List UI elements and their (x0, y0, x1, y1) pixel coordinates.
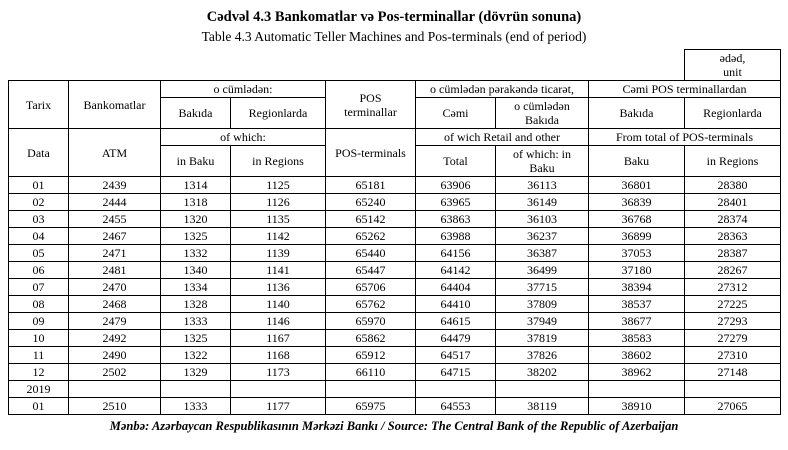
row-label: 05 (9, 245, 69, 262)
atm-regions-value: 1126 (231, 194, 326, 211)
pos-retail-baku-value: 36237 (496, 228, 589, 245)
pos-value: 65862 (326, 330, 416, 347)
pos-value: 65912 (326, 347, 416, 364)
pos-total-value: 64410 (416, 296, 496, 313)
pos-regions-value: 27310 (685, 347, 781, 364)
unit-spacer (416, 50, 496, 81)
atm-regions-value: 1139 (231, 245, 326, 262)
row-label: 07 (9, 279, 69, 296)
header-atm-regions-az: Regionlarda (231, 98, 326, 129)
row-label: 01 (9, 398, 69, 415)
row-label: 11 (9, 347, 69, 364)
row-label: 01 (9, 177, 69, 194)
pos-baku-value: 38537 (589, 296, 685, 313)
pos-retail-baku-value: 37949 (496, 313, 589, 330)
pos-regions-value: 28380 (685, 177, 781, 194)
pos-total-value: 63965 (416, 194, 496, 211)
table-row (9, 330, 781, 347)
pos-retail-baku-value: 37826 (496, 347, 589, 364)
pos-total-value: 64517 (416, 347, 496, 364)
pos-value (326, 381, 416, 398)
table-row (9, 228, 781, 245)
header-pos-regions-en: in Regions (685, 146, 781, 177)
header-retail-baku-en (496, 146, 589, 177)
pos-retail-baku-value: 38119 (496, 398, 589, 415)
row-label: 02 (9, 194, 69, 211)
pos-total-value: 63863 (416, 211, 496, 228)
atm-regions-value: 1168 (231, 347, 326, 364)
pos-retail-baku-value: 36149 (496, 194, 589, 211)
atm-baku-value: 1322 (161, 347, 231, 364)
header-of-which-en: of which: (161, 129, 326, 146)
table-row (9, 296, 781, 313)
unit-spacer (496, 50, 589, 81)
atm-baku-value: 1328 (161, 296, 231, 313)
table-row (9, 313, 781, 330)
pos-retail-baku-value: 36499 (496, 262, 589, 279)
header-retail-baku-en-line2: Baku (529, 161, 555, 175)
pos-regions-value: 28401 (685, 194, 781, 211)
page-subtitle: Table 4.3 Automatic Teller Machines and Pos-terminals (end of period) (201, 29, 587, 44)
table-row (9, 211, 781, 228)
pos-regions-value (685, 381, 781, 398)
pos-retail-baku-value: 36113 (496, 177, 589, 194)
pos-baku-value: 38910 (589, 398, 685, 415)
atm-baku-value: 1318 (161, 194, 231, 211)
atm-value: 2468 (69, 296, 161, 313)
pos-baku-value: 36839 (589, 194, 685, 211)
atm-pos-table (8, 49, 781, 415)
pos-baku-value: 37053 (589, 245, 685, 262)
pos-regions-value: 27065 (685, 398, 781, 415)
header-row-az-1 (9, 81, 781, 98)
atm-value: 2481 (69, 262, 161, 279)
pos-baku-value: 37180 (589, 262, 685, 279)
unit-row (9, 50, 781, 81)
atm-value: 2510 (69, 398, 161, 415)
pos-retail-baku-value: 38202 (496, 364, 589, 381)
atm-baku-value: 1314 (161, 177, 231, 194)
pos-regions-value: 27279 (685, 330, 781, 347)
header-pos-total-az: Cəmi POS terminallardan (589, 81, 781, 98)
atm-regions-value: 1142 (231, 228, 326, 245)
atm-regions-value: 1125 (231, 177, 326, 194)
table-row (9, 177, 781, 194)
header-atm-baku-en: in Baku (161, 146, 231, 177)
pos-baku-value: 38583 (589, 330, 685, 347)
pos-total-value: 63906 (416, 177, 496, 194)
pos-baku-value: 36899 (589, 228, 685, 245)
pos-value: 65975 (326, 398, 416, 415)
pos-value: 65970 (326, 313, 416, 330)
atm-value: 2455 (69, 211, 161, 228)
table-row (9, 398, 781, 415)
atm-regions-value: 1141 (231, 262, 326, 279)
table-row (9, 245, 781, 262)
atm-value: 2502 (69, 364, 161, 381)
unit-spacer (69, 50, 161, 81)
pos-baku-value: 38602 (589, 347, 685, 364)
pos-value: 65181 (326, 177, 416, 194)
pos-total-value: 64404 (416, 279, 496, 296)
header-atm-regions-en: in Regions (231, 146, 326, 177)
table-row (9, 381, 781, 398)
header-total-en: Total (416, 146, 496, 177)
pos-value: 65762 (326, 296, 416, 313)
pos-regions-value: 27148 (685, 364, 781, 381)
unit-spacer (9, 50, 69, 81)
atm-value: 2490 (69, 347, 161, 364)
header-atm-az: Bankomatlar (69, 81, 161, 129)
atm-regions-value: 1136 (231, 279, 326, 296)
pos-regions-value: 28267 (685, 262, 781, 279)
row-label: 03 (9, 211, 69, 228)
header-pos-baku-en: Baku (589, 146, 685, 177)
unit-label-en: unit (723, 65, 742, 79)
atm-regions-value: 1167 (231, 330, 326, 347)
unit-spacer (326, 50, 416, 81)
unit-label-az: ədəd, (719, 51, 746, 65)
pos-regions-value: 27225 (685, 296, 781, 313)
pos-total-value: 64715 (416, 364, 496, 381)
header-pos-total-en: From total of POS-terminals (589, 129, 781, 146)
atm-baku-value: 1333 (161, 398, 231, 415)
unit-spacer (589, 50, 685, 81)
pos-regions-value: 28387 (685, 245, 781, 262)
pos-total-value: 64479 (416, 330, 496, 347)
page-title: Cədvəl 4.3 Bankomatlar və Pos-terminallar (dövrün sonuna) (206, 9, 582, 25)
header-total-az: Cəmi (416, 98, 496, 129)
header-of-which-az: o cümlədən: (161, 81, 326, 98)
pos-regions-value: 28374 (685, 211, 781, 228)
pos-baku-value: 36801 (589, 177, 685, 194)
atm-baku-value: 1329 (161, 364, 231, 381)
row-label: 08 (9, 296, 69, 313)
pos-total-value (416, 381, 496, 398)
atm-regions-value: 1140 (231, 296, 326, 313)
row-label: 09 (9, 313, 69, 330)
header-date-en: Data (9, 129, 69, 177)
pos-baku-value: 38394 (589, 279, 685, 296)
row-label: 04 (9, 228, 69, 245)
header-pos-az-line2: terminallar (344, 104, 397, 119)
unit-spacer (231, 50, 326, 81)
pos-baku-value: 38962 (589, 364, 685, 381)
header-atm-baku-az: Bakıda (161, 98, 231, 129)
pos-baku-value (589, 381, 685, 398)
table-row (9, 347, 781, 364)
row-label: 10 (9, 330, 69, 347)
pos-retail-baku-value (496, 381, 589, 398)
atm-value: 2470 (69, 279, 161, 296)
header-pos-regions-az: Regionlarda (685, 98, 781, 129)
table-row (9, 194, 781, 211)
pos-regions-value: 27312 (685, 279, 781, 296)
atm-regions-value: 1135 (231, 211, 326, 228)
atm-value: 2479 (69, 313, 161, 330)
table-row (9, 262, 781, 279)
atm-value (69, 381, 161, 398)
pos-total-value: 64615 (416, 313, 496, 330)
atm-regions-value: 1173 (231, 364, 326, 381)
atm-value: 2467 (69, 228, 161, 245)
atm-value: 2471 (69, 245, 161, 262)
pos-value: 65447 (326, 262, 416, 279)
atm-baku-value: 1333 (161, 313, 231, 330)
atm-baku-value: 1332 (161, 245, 231, 262)
header-retail-baku-az (496, 98, 589, 129)
header-pos-az-line1: POS (359, 90, 382, 105)
atm-baku-value: 1325 (161, 228, 231, 245)
pos-value: 65142 (326, 211, 416, 228)
header-retail-az: o cümlədən pərakəndə ticarət, (416, 81, 589, 98)
pos-value: 65440 (326, 245, 416, 262)
header-pos-en: POS-terminals (326, 129, 416, 177)
table-body (9, 177, 781, 415)
atm-baku-value (161, 381, 231, 398)
atm-baku-value: 1334 (161, 279, 231, 296)
pos-baku-value: 36768 (589, 211, 685, 228)
pos-regions-value: 28363 (685, 228, 781, 245)
row-label: 06 (9, 262, 69, 279)
pos-value: 65706 (326, 279, 416, 296)
atm-value: 2439 (69, 177, 161, 194)
atm-baku-value: 1320 (161, 211, 231, 228)
pos-baku-value: 38677 (589, 313, 685, 330)
atm-regions-value (231, 381, 326, 398)
header-retail-baku-az-line2: Bakıda (525, 113, 559, 127)
row-label: 12 (9, 364, 69, 381)
unit-label (685, 50, 781, 81)
pos-value: 65262 (326, 228, 416, 245)
header-pos-baku-az: Bakıda (589, 98, 685, 129)
atm-baku-value: 1325 (161, 330, 231, 347)
pos-retail-baku-value: 37819 (496, 330, 589, 347)
atm-regions-value: 1146 (231, 313, 326, 330)
pos-retail-baku-value: 37809 (496, 296, 589, 313)
atm-regions-value: 1177 (231, 398, 326, 415)
header-atm-en: ATM (69, 129, 161, 177)
unit-spacer (161, 50, 231, 81)
pos-value: 65240 (326, 194, 416, 211)
pos-retail-baku-value: 36103 (496, 211, 589, 228)
header-row-en-1 (9, 129, 781, 146)
header-date-az: Tarix (9, 81, 69, 129)
header-retail-baku-az-line1: o cümlədən (514, 99, 570, 113)
pos-retail-baku-value: 37715 (496, 279, 589, 296)
pos-regions-value: 27293 (685, 313, 781, 330)
pos-value: 66110 (326, 364, 416, 381)
atm-value: 2492 (69, 330, 161, 347)
row-label: 2019 (9, 381, 69, 398)
atm-baku-value: 1340 (161, 262, 231, 279)
pos-total-value: 64553 (416, 398, 496, 415)
header-retail-baku-en-line1: of which: in (513, 147, 571, 161)
pos-retail-baku-value: 36387 (496, 245, 589, 262)
table-row (9, 364, 781, 381)
atm-value: 2444 (69, 194, 161, 211)
pos-total-value: 63988 (416, 228, 496, 245)
source-note: Mənbə: Azərbaycan Respublikasının Mərkəzi Bankı / Source: The Central Bank of the Republic of Azerbaijan (109, 419, 679, 433)
header-retail-en: of wich Retail and other (416, 129, 589, 146)
table-row (9, 279, 781, 296)
header-pos-az (326, 81, 416, 129)
pos-total-value: 64142 (416, 262, 496, 279)
pos-total-value: 64156 (416, 245, 496, 262)
